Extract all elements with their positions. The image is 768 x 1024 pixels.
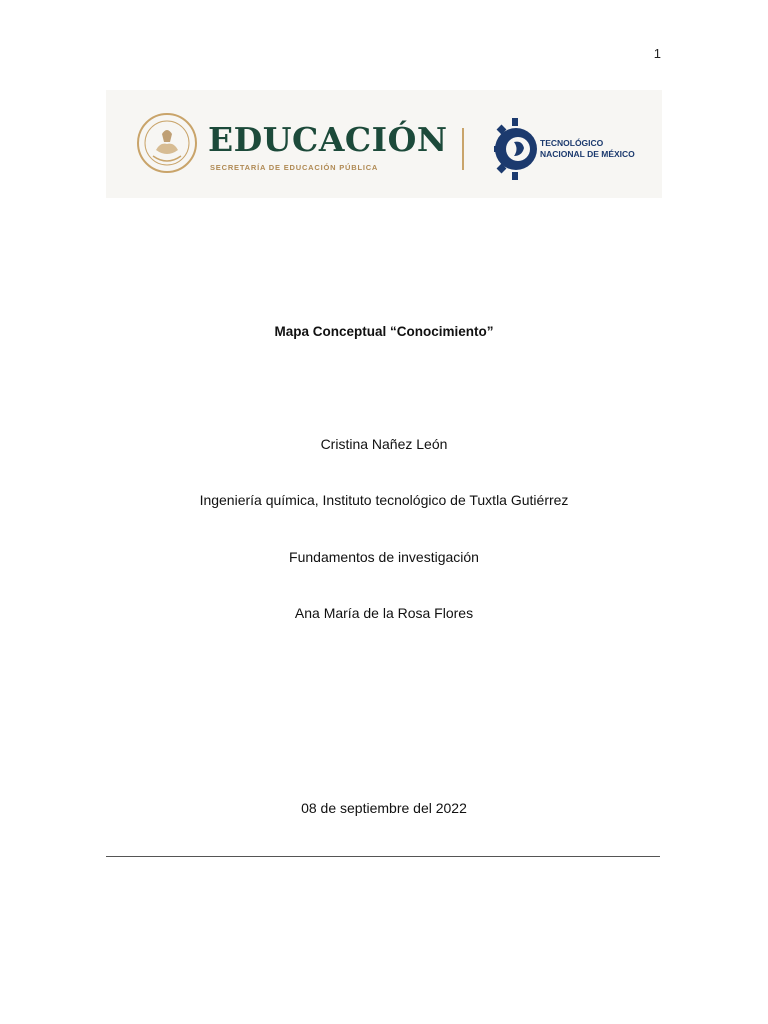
tecnm-line-2: NACIONAL DE MÉXICO <box>540 149 635 159</box>
footer-rule <box>106 856 660 857</box>
education-subtitle: SECRETARÍA DE EDUCACIÓN PÚBLICA <box>210 163 379 172</box>
mexican-seal-icon <box>136 112 198 174</box>
header-banner <box>106 90 662 198</box>
teacher-name: Ana María de la Rosa Flores <box>294 605 474 621</box>
author-name: Cristina Nañez León <box>320 436 448 452</box>
document-date: 08 de septiembre del 2022 <box>301 800 467 816</box>
tecnm-gear-logo-icon <box>492 116 538 182</box>
education-title: EDUCACIÓN <box>208 120 448 159</box>
page-number: 1 <box>653 46 661 61</box>
program-institution: Ingeniería química, Instituto tecnológico de Tuxtla Gutiérrez <box>199 492 569 508</box>
document-title: Mapa Conceptual “Conocimiento” <box>274 324 494 339</box>
tecnm-line-1: TECNOLÓGICO <box>540 138 604 148</box>
header-divider <box>462 128 464 170</box>
course-name: Fundamentos de investigación <box>289 549 479 565</box>
tecnm-name <box>540 138 635 160</box>
